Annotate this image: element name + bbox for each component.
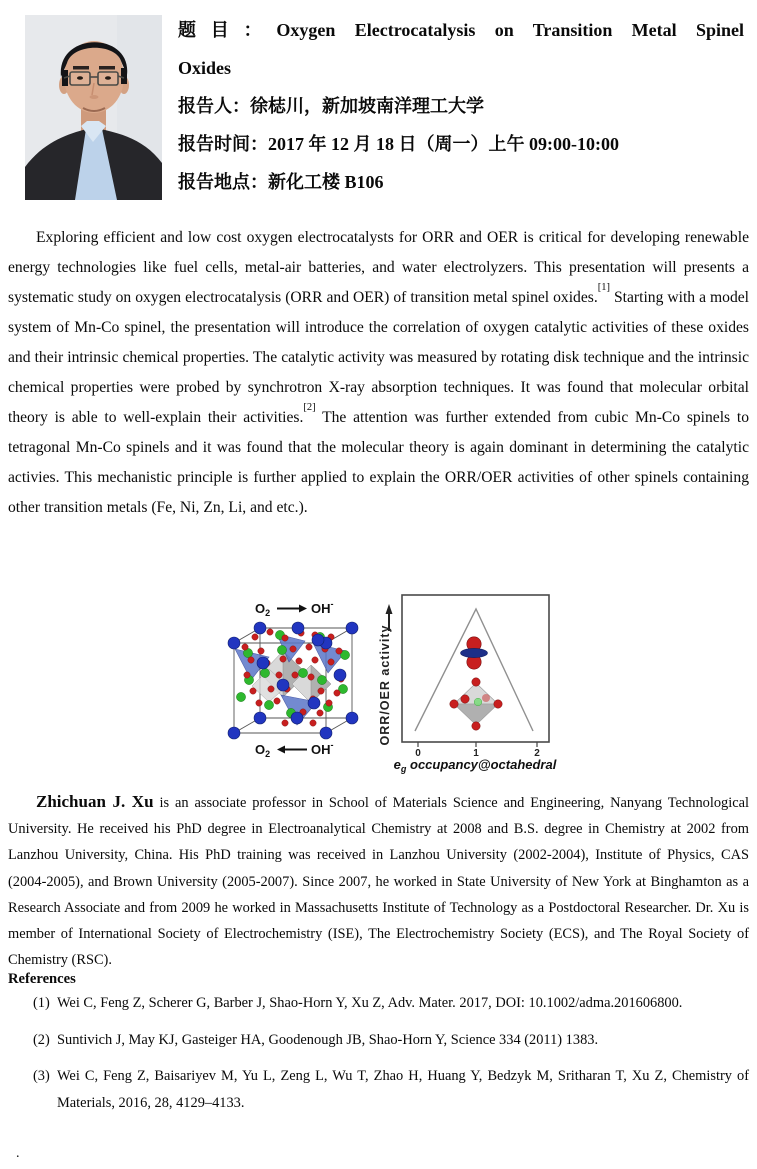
- reference-number: (3): [33, 1068, 50, 1085]
- x-tick-2: 2: [534, 748, 540, 759]
- figure: [225, 585, 570, 780]
- abstract-text-3: The attention was further extended from cubic Mn-Co spinels to tetragonal Mn-Co spinels and it was found that the molecular theory is again dominant in determining the catalytic activies. This mechanistic principle is further applied to explain the ORR/OER activities of other spinels containing other transition metals (Fe, Ni, Zn, Li, and etc.).: [8, 409, 749, 516]
- reference-text: Wei C, Feng Z, Scherer G, Barber J, Shao-Horn Y, Xu Z, Adv. Mater. 2017, DOI: 10.1002/adma.201606800.: [57, 995, 683, 1011]
- seminar-time: 报告时间：2017 年 12 月 18 日（周一）上午 09:00-10:00: [178, 134, 619, 154]
- bio-paragraph: [8, 789, 749, 973]
- seminar-header: [178, 11, 744, 201]
- references-heading: References: [8, 971, 76, 987]
- reference-text: Suntivich J, May KJ, Gasteiger HA, Goodenough JB, Shao-Horn Y, Science 334 (2011) 1383.: [57, 1031, 599, 1048]
- speaker-portrait-image: [25, 15, 162, 200]
- abstract-text-2: Starting with a model system of Mn-Co spinel, the presentation will introduce the correlation of oxygen catalytic activities of these oxides and their intrinsic chemical properties. The catalytic activity was measured by rotating disk technique and the intrinsic chemical properties were probed by synchrotron X-ray absorption techniques. It was found that molecular orbital theory is able to well-explain their activities.: [8, 289, 749, 426]
- o2-label-bottom: $O_2$: [255, 742, 271, 759]
- oh-label-top: OH-: [311, 599, 334, 616]
- reference-item: [8, 990, 749, 1017]
- seminar-title-line1: 题目：Oxygen Electrocatalysis on Transition Metal Spinel: [178, 20, 744, 40]
- bio-text: is an associate professor in School of Materials Science and Engineering, Nanyang Technological University. He received his PhD degree in Electroanalytical Chemistry at 2008 and B.S. degree in Chemistry at 2002 from Lanzhou University, China. His PhD training was received in Lanzhou University (2002-2004), Institute of Physics, CAS (2004-2005), and Brown University (2005-2007). Since 2007, he worked in State University of New York at Binghamton as a Research Associate and from 2009 he worked in Massachusetts Institute of Technology as a Postdoctoral Researcher. Dr. Xu is member of International Society of Electrochemistry (ISE), The Electrochemistry Society (ECS), and The Royal Society of Chemistry (RSC).: [8, 795, 749, 969]
- reference-item: [8, 1027, 749, 1054]
- abstract-text-1: Exploring efficient and low cost oxygen electrocatalysts for ORR and OER is critical for developing renewable energy technologies like fuel cells, metal-air batteries, and water electrolyzers. This presentation will presents a systematic study on oxygen electrocatalysis (ORR and OER) of transition metal spinel oxides.: [8, 229, 749, 306]
- citation-marker-2: [2]: [303, 401, 316, 413]
- reference-number: (2): [33, 1031, 50, 1048]
- o2-label-top: $O_2$: [255, 601, 271, 618]
- left-arrow-icon: [277, 746, 307, 754]
- abstract-paragraph: [8, 223, 749, 523]
- x-axis-label: $e_g$ occupancy@octahedral: [393, 757, 557, 774]
- footnote-mark: .: [16, 1146, 20, 1161]
- reference-text: Wei C, Feng Z, Baisariyev M, Yu L, Zeng L, Wu T, Zhao H, Huang Y, Bedzyk M, Sritharan T, Xu Z, Chemistry of Materials, 2016, 28, 4129–4133.: [57, 1068, 749, 1111]
- seminar-speaker: 报告人：徐梽川，新加坡南洋理工大学: [178, 96, 484, 116]
- x-tick-0: 0: [415, 748, 421, 759]
- reference-item: [8, 1063, 749, 1116]
- speaker-name: Zhichuan J. Xu: [36, 792, 154, 811]
- x-tick-1: 1: [473, 748, 479, 759]
- volcano-plot-figure: [375, 585, 570, 780]
- y-axis-label: ORR/OER activity: [378, 624, 392, 746]
- seminar-location: 报告地点：新化工楼 B106: [178, 172, 384, 192]
- references-list: [8, 990, 749, 1126]
- speaker-photo: [25, 15, 162, 200]
- right-arrow-icon: [277, 605, 307, 613]
- spinel-structure-figure: [225, 585, 365, 770]
- citation-marker-1: [1]: [597, 281, 610, 293]
- reference-number: (1): [33, 995, 50, 1011]
- seminar-title-line2: Oxides: [178, 58, 232, 78]
- oh-label-bottom: OH-: [311, 740, 334, 757]
